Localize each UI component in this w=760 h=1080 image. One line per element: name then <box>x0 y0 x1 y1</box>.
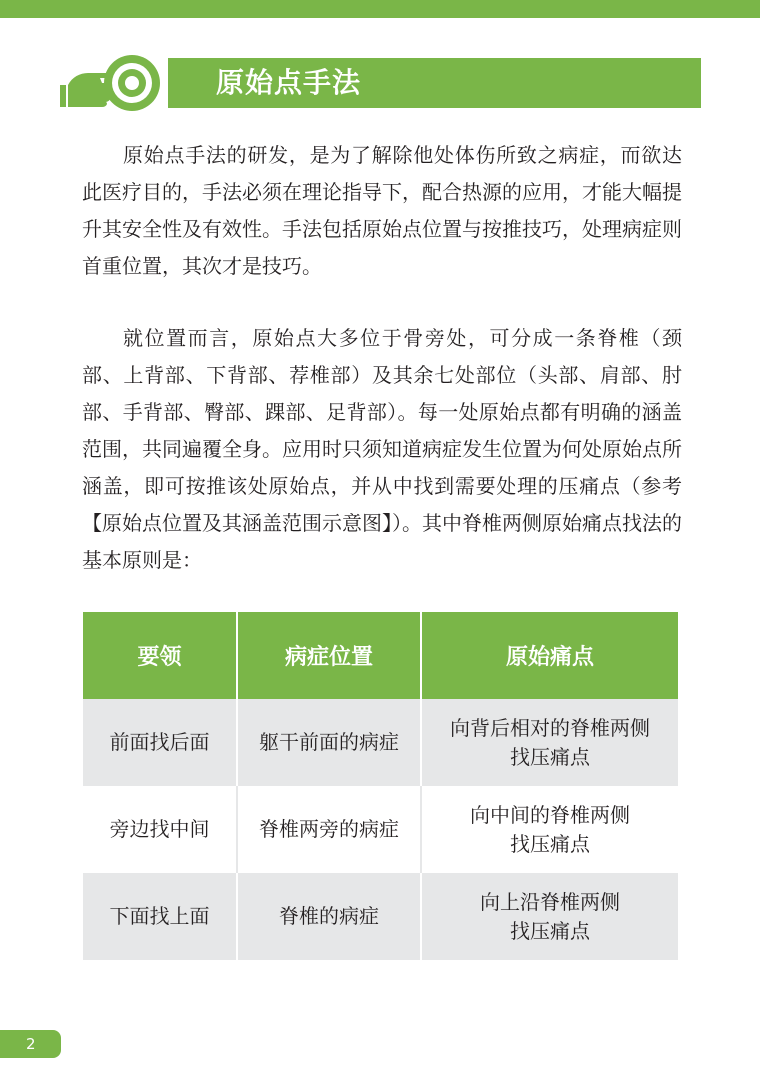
table-cell-symptom-location: 脊椎的病症 <box>237 873 421 960</box>
table-cell-key-point: 前面找后面 <box>83 699 237 786</box>
pointing-hand-target-icon <box>58 55 162 111</box>
column-header-origin-pain-point: 原始痛点 <box>421 612 678 699</box>
table-row <box>83 786 678 873</box>
top-accent-bar <box>0 0 760 18</box>
table-cell-symptom-location: 躯干前面的病症 <box>237 699 421 786</box>
table-cell-key-point: 旁边找中间 <box>83 786 237 873</box>
table-header-row <box>83 612 678 699</box>
table-row <box>83 873 678 960</box>
table-cell-origin-pain-point: 向背后相对的脊椎两侧 找压痛点 <box>421 699 678 786</box>
page-title: 原始点手法 <box>216 66 362 99</box>
page-number: 2 <box>26 1035 36 1053</box>
page-number-tab <box>0 1030 61 1058</box>
table-cell-origin-pain-point: 向中间的脊椎两侧 找压痛点 <box>421 786 678 873</box>
intro-paragraph: 原始点手法的研发，是为了解除他处体伤所致之病症，而欲达此医疗目的，手法必须在理论指导下，配合热源的应用，才能大幅提升其安全性及有效性。手法包括原始点位置与按推技巧，处理病症则首重位置，其次才是技巧。 <box>82 143 682 278</box>
table-cell-origin-pain-point: 向上沿脊椎两侧 找压痛点 <box>421 873 678 960</box>
location-paragraph: 就位置而言，原始点大多位于骨旁处，可分成一条脊椎（颈部、上背部、下背部、荐椎部）及其余七处部位（头部、肩部、肘部、手背部、臀部、踝部、足背部）。每一处原始点都有明确的涵盖范围，共同遍覆全身。应用时只须知道病症发生位置为何处原始点所涵盖，即可按推该处原始点，并从中找到需要处理的压痛点（参考【原始点位置及其涵盖范围示意图】）。其中脊椎两侧原始痛点找法的基本原则是： <box>82 326 682 572</box>
section-heading <box>58 55 701 111</box>
column-header-key-point: 要领 <box>83 612 237 699</box>
table-cell-symptom-location: 脊椎两旁的病症 <box>237 786 421 873</box>
table-cell-key-point: 下面找上面 <box>83 873 237 960</box>
principles-table <box>83 612 678 960</box>
table-row <box>83 699 678 786</box>
heading-banner <box>168 58 701 108</box>
column-header-symptom-location: 病症位置 <box>237 612 421 699</box>
